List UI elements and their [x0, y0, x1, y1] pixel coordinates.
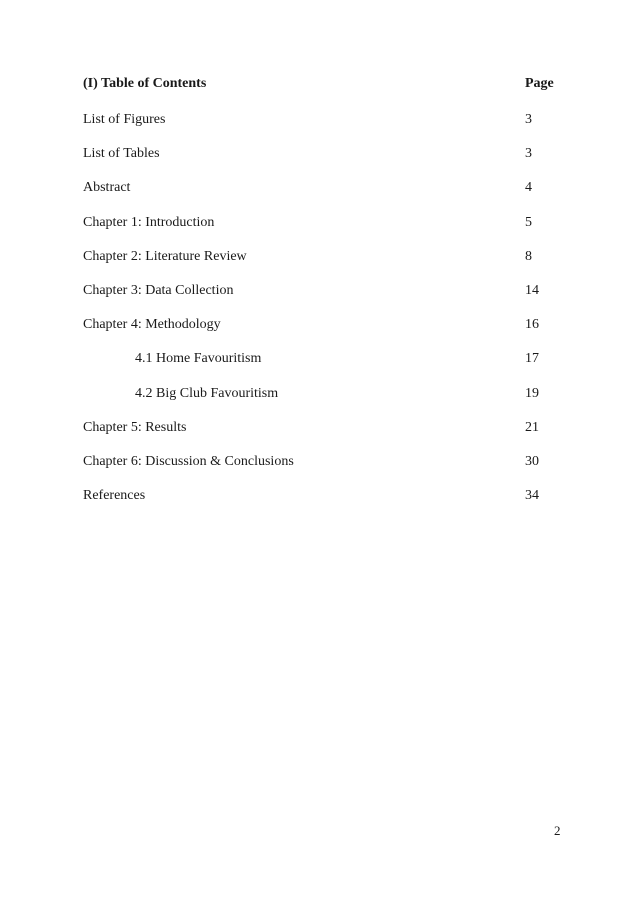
toc-entry: [83, 215, 573, 249]
toc-entry-label: Chapter 4: Methodology: [83, 317, 221, 333]
toc-entry: [83, 249, 573, 283]
toc-title: (I) Table of Contents: [83, 76, 207, 91]
toc-entry-page: 34: [525, 488, 539, 504]
page-number: 2: [554, 823, 561, 838]
toc-entry-page: 5: [525, 214, 532, 230]
toc-entry-page: 3: [525, 112, 532, 127]
toc-entry: [83, 283, 573, 317]
toc-subentry-label: 4.2 Big Club Favouritism: [135, 385, 279, 401]
toc-entry-page: 4: [525, 180, 532, 196]
toc-subentry-page: 19: [525, 385, 539, 401]
toc-entry-label: Chapter 6: Discussion & Conclusions: [83, 453, 294, 469]
toc-entry-page: 3: [525, 146, 532, 162]
toc-entry-label: List of Tables: [83, 146, 160, 162]
toc-entry-label: Abstract: [83, 180, 131, 196]
toc-entry-label: Chapter 5: Results: [83, 419, 187, 435]
toc-subentry: [83, 386, 573, 420]
toc-entry-label: Chapter 1: Introduction: [83, 214, 215, 230]
toc-entry-label: Chapter 3: Data Collection: [83, 282, 234, 298]
toc-entry-label: References: [83, 488, 146, 504]
toc-entry-page: 14: [525, 282, 539, 298]
toc-subentry-label: 4.1 Home Favouritism: [135, 351, 262, 367]
toc-subentry-page: 17: [525, 351, 539, 367]
table-of-contents: [83, 76, 573, 522]
toc-entry: [83, 146, 573, 180]
toc-entry: [83, 112, 573, 146]
toc-entry-page: 8: [525, 248, 532, 264]
toc-entry-page: 30: [525, 453, 539, 469]
toc-subentry: [83, 351, 573, 385]
page-column-header: Page: [525, 76, 554, 91]
toc-entry: [83, 454, 573, 488]
toc-entry-page: 21: [525, 419, 539, 435]
toc-entry-label: Chapter 2: Literature Review: [83, 248, 247, 264]
toc-entry: [83, 420, 573, 454]
toc-entry-page: 16: [525, 317, 539, 333]
toc-entry: [83, 180, 573, 214]
toc-entry-label: List of Figures: [83, 112, 166, 127]
toc-header: [83, 76, 573, 100]
toc-entry: [83, 488, 573, 522]
toc-entry: [83, 317, 573, 351]
